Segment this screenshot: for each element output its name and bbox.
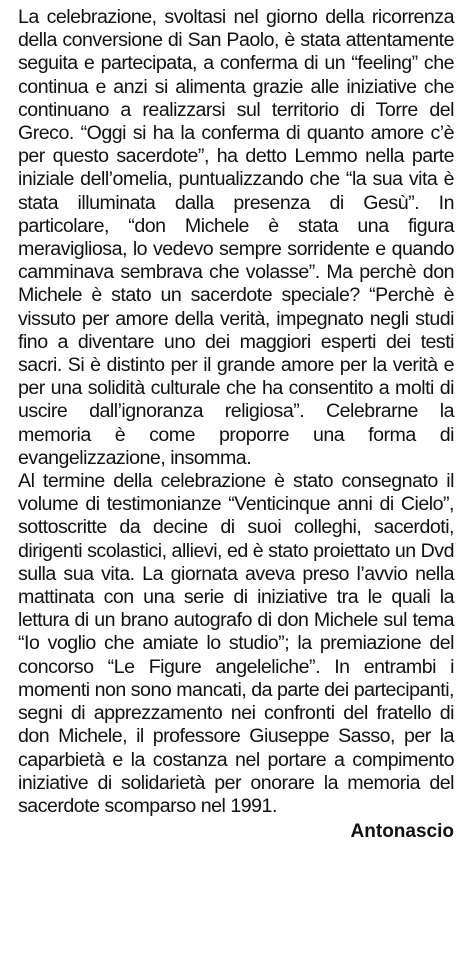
article-paragraph-1: La celebrazione, svoltasi nel giorno della ricorrenza della conversione di San Paolo, è stata attentamente seguita e partecipata, a conferma di un “feeling” che continua e anzi si alimenta grazie alle iniziative che continuano a realizzarsi sul territorio di Torre del Greco. “Oggi si ha la conferma di quanto amore c’è per questo sacerdote”, ha detto Lemmo nella parte iniziale dell’omelia, puntualizzando che “la sua vita è stata illuminata dalla presenza di Gesù”. In particolare, “don Michele è stata una figura meravigliosa, lo vedevo sempre sorridente e quando camminava sembrava che volasse”. Ma perchè don Michele è stato un sacerdote speciale? “Perchè è vissuto per amore della verità, impegnato negli studi fino a diventare uno dei maggiori esperti dei testi sacri. Si è distinto per il grande amore per la verità e per una solidità culturale che ha consentito a molti di uscire dall’ignoranza religiosa”. Celebrarne la memoria è come proporre una forma di evangelizzazione, insomma. xyxy=(18,6,454,469)
article-paragraph-2: Al termine della celebrazione è stato consegnato il volume di testimonianze “Venticinque anni di Cielo”, sottoscritte da decine di suoi colleghi, sacerdoti, dirigenti scolastici, allievi, ed è stato proiettato un Dvd sulla sua vita. La giornata aveva preso l’avvio nella mattinata con una serie di iniziative tra le quali la lettura di un brano autografo di don Michele sul tema “Io voglio che amiate lo studio”; la premiazione del concorso “Le Figure angeleliche”. In entrambi i momenti non sono mancati, da parte dei partecipanti, segni di apprezzamento nei confronti del fratello di don Michele, il professore Giuseppe Sasso, per la caparbietà e la costanza nel portare a compimento iniziative di solidarietà per onorare la memoria del sacerdote scomparso nel 1991. xyxy=(18,470,454,817)
author-signature: Antonascio xyxy=(350,821,454,843)
article-body xyxy=(18,6,454,843)
